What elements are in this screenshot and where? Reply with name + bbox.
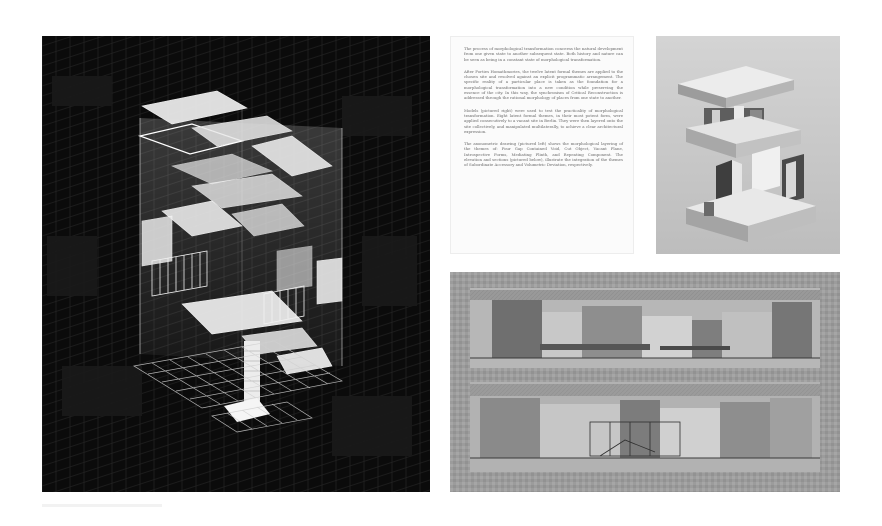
caption-strip xyxy=(42,504,162,507)
elevation-and-sections xyxy=(450,272,840,492)
model-photo xyxy=(656,36,840,254)
model-photograph xyxy=(656,36,840,254)
section-drawings xyxy=(450,272,840,492)
description-text-column xyxy=(450,36,634,254)
paragraph: The process of morphological transformation concerns the natural development from one given state to another subsequent state. Both history and nature can be seen as being in a constant state of morphological transformation. xyxy=(464,46,623,62)
paragraph: Models (pictured right) were used to test the practicality of morphological transformation. Eight latent formal themes, in their most potent form, were applied consecutively to a vacant site in Berlin. They were then layered onto the site collectively, and manipulated multilaterally, to achieve a clear architectural expression. xyxy=(464,107,623,134)
upper-section xyxy=(470,288,820,368)
lower-section xyxy=(470,382,820,472)
axonometric-drawing xyxy=(42,36,430,492)
axonometric-drawing-panel xyxy=(42,36,430,492)
paragraph: The axonometric drawing (pictured left) shows the morphological layering of the themes of: Four Gap Contained Void, Cut Object, Vacant Plane, Introspective Forms, Mediating Plinth, and Repeating Component. The elevation and sections (pictured below), illustrate the integration of the themes of Subordinate Accessory and Volumetric Deviation, respectively. xyxy=(464,141,623,168)
paragraph: After Forties Homathmories, the twelve latent formal themes are applied to the chosen site and resolved against an explicit programmatic arrangement. The specific reality of a particular place is taken as the foundation for a morphological transformation into a new condition while preserving the essence of the city. In this way, the synchronism of Critical Reconstruction is addressed through the rational morphology of places from one state to another. xyxy=(464,68,623,101)
